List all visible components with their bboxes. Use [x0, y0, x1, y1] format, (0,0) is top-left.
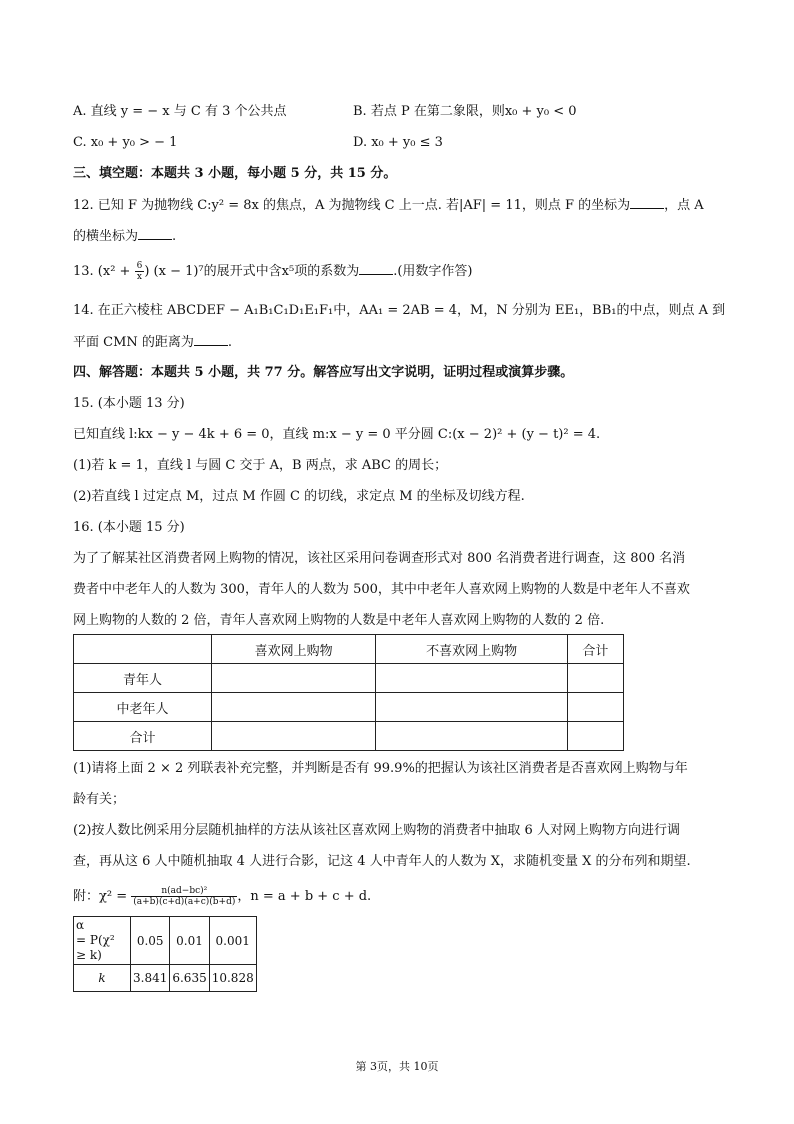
q15-stem: 已知直线 l:kx − y − 4k + 6 = 0，直线 m:x − y = 0 平分圆 C:(x − 2)² + (y − t)² = 4.	[73, 427, 601, 442]
q14-text-a: 平面 CMN 的距离为	[73, 335, 194, 350]
q12-text-d: .	[172, 229, 177, 244]
table-row-label: 青年人	[74, 664, 212, 693]
formula-numerator: n(ad−bc)²	[131, 886, 237, 897]
q16-stem-2: 费者中中老年人的人数为 300，青年人的人数为 500，其中中老年人喜欢网上购物的人数是中老年人不喜欢	[73, 582, 690, 597]
table-cell	[567, 722, 623, 751]
formula-denominator: (a+b)(c+d)(a+c)(b+d)	[133, 897, 236, 907]
table-cell	[212, 693, 376, 722]
alpha-label-2: = P(χ²	[76, 933, 115, 947]
table-cell	[376, 693, 567, 722]
q12-text-c: 的横坐标为	[73, 229, 139, 244]
q16-part2-a: (2)按人数比例采用分层随机抽样的方法从该社区喜欢网上购物的消费者中抽取 6 人对网上购物方向进行调	[73, 823, 680, 838]
table-row	[74, 664, 624, 693]
alpha-label-cell	[74, 917, 131, 965]
q12-text-b: ，点 A	[664, 198, 704, 213]
alpha-value: 0.05	[131, 917, 170, 965]
appendix-prefix: 附：χ² =	[73, 889, 132, 904]
q12-blank-2	[138, 227, 172, 240]
table-row	[74, 693, 624, 722]
table-row-label: 合计	[74, 722, 212, 751]
table-header-cell	[74, 635, 212, 664]
q12-blank-1	[630, 196, 664, 209]
alpha-label-1: α	[76, 918, 85, 932]
q11-option-c: C. x₀ + y₀ > − 1	[73, 135, 178, 150]
table-header-cell: 喜欢网上购物	[212, 635, 376, 664]
q12-text-a: 12. 已知 F 为抛物线 C:y² = 8x 的焦点，A 为抛物线 C 上一点. 若|AF| = 11，则点 F 的坐标为	[73, 198, 631, 213]
q13-frac-den: x	[136, 272, 142, 282]
q11-option-a: A. 直线 y = − x 与 C 有 3 个公共点	[73, 104, 287, 119]
q15-part1: (1)若 k = 1，直线 l 与圆 C 交于 A，B 两点，求 ABC 的周长；	[73, 458, 448, 473]
alpha-value: 0.001	[209, 917, 256, 965]
table-row	[74, 965, 257, 992]
table-header-cell: 合计	[567, 635, 623, 664]
q13-line	[73, 261, 472, 282]
q12-line1	[73, 196, 704, 215]
q13-prefix: 13. (x² +	[73, 264, 135, 279]
critical-value-table	[73, 916, 257, 992]
table-header-cell: 不喜欢网上购物	[376, 635, 567, 664]
appendix-suffix: ，n = a + b + c + d.	[237, 889, 372, 904]
section3-heading: 三、填空题：本题共 3 小题，每小题 5 分，共 15 分。	[73, 166, 397, 181]
table-cell	[376, 722, 567, 751]
q11-option-b: B. 若点 P 在第二象限，则x₀ + y₀ < 0	[353, 104, 577, 119]
q14-text-b: .	[227, 335, 233, 350]
q14-line1: 14. 在正六棱柱 ABCDEF − A₁B₁C₁D₁E₁F₁中，AA₁ = 2AB = 4，M，N 分别为 EE₁，BB₁的中点，则点 A 到	[73, 303, 726, 318]
q13-end: .(用数字作答)	[393, 264, 473, 279]
table-row-label: 中老年人	[74, 693, 212, 722]
q13-frac-num: 6	[136, 261, 143, 271]
q14-line2	[73, 333, 232, 352]
q14-blank	[194, 333, 228, 346]
k-value: 3.841	[131, 965, 170, 992]
q16-stem-3: 网上购物的人数的 2 倍，青年人喜欢网上购物的人数是中老年人喜欢网上购物的人数的 2 倍.	[73, 613, 605, 628]
table-row	[74, 722, 624, 751]
q16-header: 16. (本小题 15 分)	[73, 520, 185, 535]
q16-part1-b: 龄有关；	[73, 792, 126, 807]
q15-header: 15. (本小题 13 分)	[73, 396, 185, 411]
alpha-label-3: ≥ k)	[76, 948, 102, 962]
table-cell	[212, 664, 376, 693]
alpha-value: 0.01	[170, 917, 209, 965]
q15-part2: (2)若直线 l 过定点 M，过点 M 作圆 C 的切线，求定点 M 的坐标及切线方程.	[73, 489, 525, 504]
table-cell	[567, 693, 623, 722]
table-header-row	[74, 635, 624, 664]
q13-suffix: ) (x − 1)⁷的展开式中含x⁵项的系数为	[144, 264, 360, 279]
q13-fraction	[135, 261, 145, 282]
table-cell	[567, 664, 623, 693]
chi-square-formula	[131, 886, 237, 907]
q16-appendix	[73, 886, 371, 907]
table-row	[74, 917, 257, 965]
k-label: k	[74, 965, 131, 992]
table-cell	[376, 664, 567, 693]
k-value: 6.635	[170, 965, 209, 992]
q12-line2	[73, 227, 176, 246]
k-value: 10.828	[209, 965, 256, 992]
section4-heading: 四、解答题：本题共 5 小题，共 77 分。解答应写出文字说明，证明过程或演算步骤。	[73, 365, 574, 380]
q11-option-d: D. x₀ + y₀ ≤ 3	[353, 135, 443, 150]
page-footer: 第 3页，共 10页	[355, 1060, 439, 1073]
q16-part1-a: (1)请将上面 2 × 2 列联表补充完整，并判断是否有 99.9%的把握认为该社区消费者是否喜欢网上购物与年	[73, 761, 688, 776]
q13-blank	[359, 262, 393, 275]
table-cell	[212, 722, 376, 751]
contingency-table	[73, 634, 624, 751]
q16-part2-b: 查，再从这 6 人中随机抽取 4 人进行合影，记这 4 人中青年人的人数为 X，求随机变量 X 的分布列和期望.	[73, 854, 691, 869]
q16-stem-1: 为了了解某社区消费者网上购物的情况，该社区采用问卷调查形式对 800 名消费者进行调查，这 800 名消	[73, 551, 686, 566]
